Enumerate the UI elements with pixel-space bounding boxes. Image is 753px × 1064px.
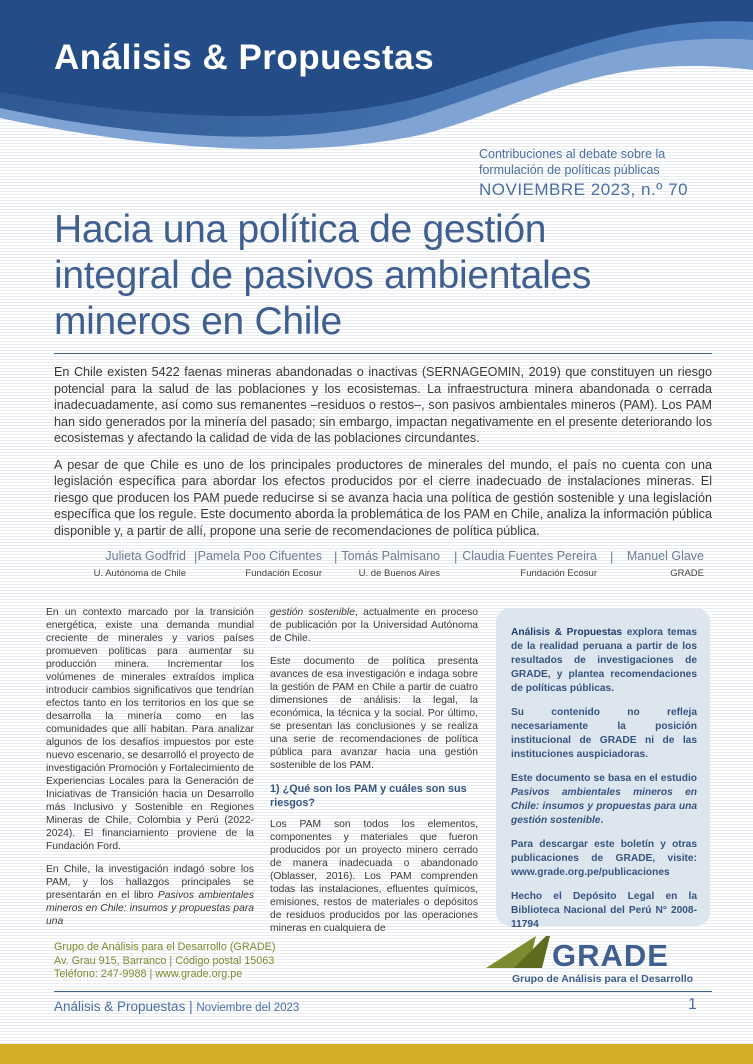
body-column-1: [46, 606, 254, 938]
body-paragraph: gestión sostenible, actualmente en proceso de publicación por la Universidad Autónoma de Chile.: [270, 607, 478, 644]
publication-date: Noviembre del 2023: [196, 1002, 300, 1014]
author-name: Manuel Glave: [626, 549, 704, 563]
logo-wordmark: GRADE: [552, 938, 669, 973]
sidebox-paragraph-2: Su contenido no refleja necesariamente la posición institucional de GRADE ni de las instituciones auspiciadoras.: [511, 707, 697, 760]
author-name: Pamela Poo Cifuentes: [197, 549, 322, 563]
book-title-cont: gestión sostenible: [270, 607, 355, 618]
study-title: Pasivos ambientales mineros en Chile: insumos y propuestas para una gestión sostenible: [511, 787, 697, 826]
abstract-paragraph-1: En Chile existen 5422 faenas mineras abandonadas o inactivas (SERNAGEOMIN, 2019) que constituyen un riesgo potencial para la salud de las poblaciones y los ecosistemas. La infraestructura minera abandonada o cerrada inadecuadamente, así como sus remanentes –residuos o restos–, son pasivos ambientales mineros (PAM). Los PAM han sido generados por la minería del pasado; sin embargo, impactan negativamente en el presente deteriorando los ecosistemas y afectando la calidad de vida de las poblaciones circundantes.: [54, 365, 712, 445]
title-divider: [54, 353, 712, 354]
sidebox-paragraph-5: Hecho el Depósito Legal en la Biblioteca Nacional del Perú N° 2008-11794: [511, 891, 697, 930]
author-name: Julieta Godfrid: [105, 549, 186, 563]
document-title: [54, 207, 714, 345]
author-separator: |: [334, 549, 338, 564]
author-affiliation: U. de Buenos Aires: [358, 568, 440, 579]
header-banner: [0, 0, 753, 160]
author-affiliation: Fundación Ecosur: [245, 568, 322, 579]
body-paragraph: En un contexto marcado por la transición energética, existe una demanda mundial creciente de minerales y varios países promueven políticas para aumentar su producción minera. Incrementar los volúmenes de minerales extraídos implica introducir cambios significativos que tendrían efectos tanto en los territorios en los que se desarrolla la minería como en las comunidades que allí habitan. Para analizar algunos de los desafíos impuestos por este nuevo escenario, se desarrolló el proyecto de investigación Promoción y Fortalecimiento de Experiencias Locales para la Generación de Iniciativas de Transición hacia un Desarrollo más Inclusivo y Sostenible en Regiones Mineras de Chile, Colombia y Perú (2022-2024). El financiamiento proviene de la Fundación Ford.: [46, 607, 254, 852]
section-heading: 1) ¿Qué son los PAM y cuáles son sus riesgos?: [270, 783, 467, 809]
series-title: Análisis & Propuestas: [54, 38, 435, 77]
abstract: [54, 364, 712, 549]
body-paragraph: En Chile, la investigación indagó sobre los PAM, y los hallazgos principales se presentarán en el libro Pasivos ambientales mineros en Chile: insumos y propuestas para una: [46, 864, 255, 927]
author-separator: |: [610, 549, 614, 564]
body-paragraph: Los PAM son todos los elementos, componentes y materiales que fueron producidos por un proyecto minero cerrado de manera inadecuada o abandonado (Oblasser, 2016). Los PAM comprenden todas las instalaciones, efluentes químicos, emisiones, restos de materiales o depósitos de residuos producidos por las operaciones mineras en cualquiera de: [270, 819, 478, 934]
org-phone-web: Teléfono: 247-9988 | www.grade.org.pe: [54, 968, 243, 980]
info-sidebox: [496, 608, 710, 930]
issue-date: NOVIEMBRE 2023, n.º 70: [479, 180, 689, 199]
footer-divider: [54, 991, 712, 992]
body-column-2: [270, 606, 478, 945]
publication-name: Análisis & Propuestas: [54, 999, 186, 1014]
author-affiliation: Fundación Ecosur: [520, 568, 597, 579]
contrib-line-2: formulación de políticas públicas: [479, 163, 660, 177]
author-5: [627, 549, 704, 579]
author-name: Tomás Palmisano: [341, 549, 440, 563]
author-4: [462, 549, 597, 579]
org-name: Grupo de Análisis para el Desarrollo (GRADE): [54, 941, 276, 953]
footer-publication: [54, 999, 299, 1014]
title-line-1: Hacia una política de gestión: [54, 208, 547, 251]
body-paragraph: Este documento de política presenta avances de esa investigación e indaga sobre la gestión de PAM en Chile a partir de cuatro dimensiones de análisis: la legal, la económica, la técnica y la social. Por último, se presentan las conclusiones y se realiza una serie de recomendaciones de política pública para avanzar hacia una gestión sostenible de los PAM.: [270, 656, 478, 771]
author-1: [94, 549, 186, 579]
sidebox-paragraph-3: Este documento se basa en el estudio Pasivos ambientales mineros en Chile: insumos y propuestas para una gestión sostenible.: [511, 773, 697, 826]
author-affiliation: U. Autónoma de Chile: [93, 568, 186, 579]
author-affiliation: GRADE: [670, 568, 704, 579]
abstract-paragraph-2: A pesar de que Chile es uno de los principales productores de minerales del mundo, el país no cuenta con una legislación específica para abordar los efectos producidos por el cierre inadecuado de instalaciones mineras. El riesgo que producen los PAM puede reducirse si se avanza hacia una política de gestión sostenible y una legislación específica que los regule. Este documento aborda la problemática de los PAM en Chile, analiza la información pública disponible y, a partir de allí, propone una serie de recomendaciones de política pública.: [54, 457, 712, 538]
author-separator: |: [194, 549, 198, 564]
book-title: Pasivos ambientales mineros en Chile: insumos y propuestas para una: [46, 890, 255, 927]
contrib-line-1: Contribuciones al debate sobre la: [479, 147, 666, 161]
title-line-2: integral de pasivos ambientales: [54, 254, 592, 297]
series-description: [479, 146, 729, 178]
author-2: [198, 549, 322, 579]
bottom-accent-bar: [0, 1044, 753, 1064]
author-3: [341, 549, 440, 579]
brand-name: Análisis & Propuestas: [511, 627, 623, 638]
logo-subtitle: Grupo de Análisis para el Desarrollo: [512, 973, 694, 985]
title-line-3: mineros en Chile: [54, 300, 342, 343]
page-number: 1: [688, 996, 697, 1013]
organization-contact: [54, 941, 275, 982]
author-list: [54, 549, 712, 585]
org-address: Av. Grau 915, Barranco | Código postal 15063: [54, 954, 275, 967]
sidebox-paragraph-1: Análisis & Propuestas explora temas de la realidad peruana a partir de los resultados de investigaciones de GRADE, y plantea recomendaciones de políticas públicas.: [511, 627, 697, 694]
author-separator: |: [454, 549, 458, 564]
author-name: Claudia Fuentes Pereira: [462, 549, 597, 563]
sidebox-paragraph-4: Para descargar este boletín y otras publicaciones de GRADE, visite: www.grade.org.pe/publicaciones: [511, 839, 697, 878]
footer-separator: |: [189, 999, 193, 1014]
